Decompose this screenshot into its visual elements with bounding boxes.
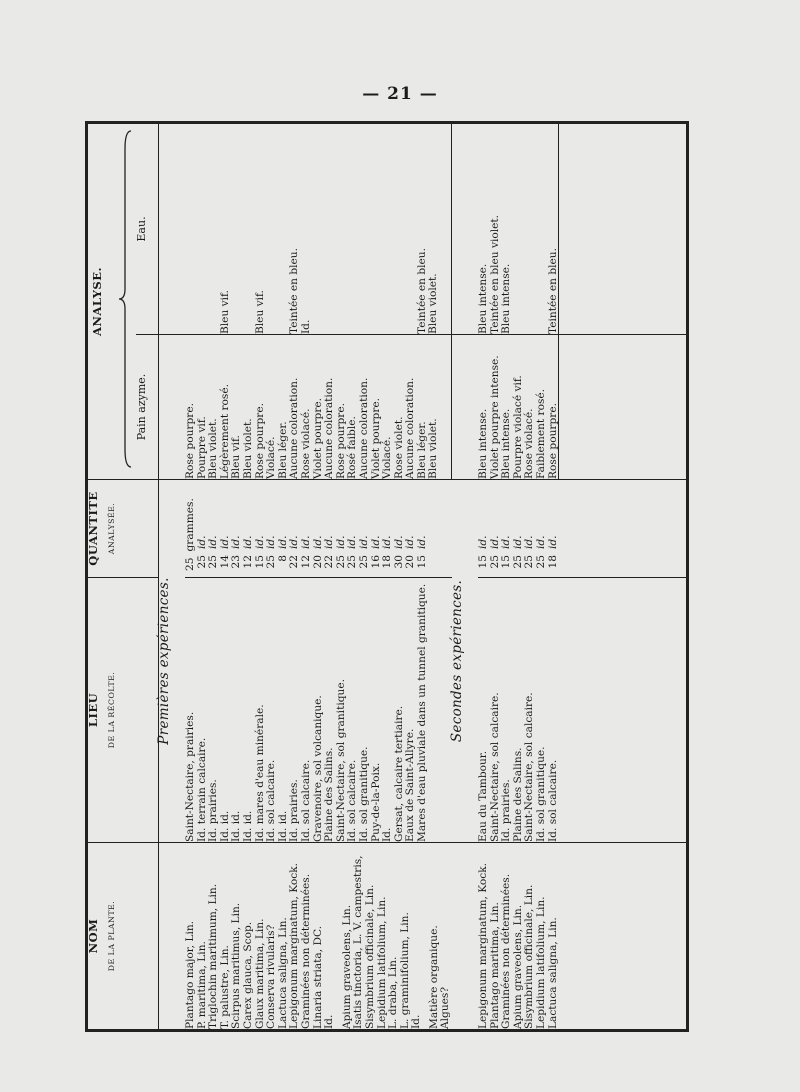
filler-cell — [559, 335, 687, 480]
quantity-unit: id. — [404, 535, 417, 549]
quantity-value: 15 — [253, 555, 266, 569]
list-item: Sisymbrium officinale, Lin. — [363, 884, 376, 1029]
list-item: Lactuca saligna, Lin. — [546, 917, 559, 1029]
list-item: Pourpre vif. — [195, 416, 208, 479]
quantity-unit: id. — [511, 535, 524, 549]
list-item: P. maritima, Lin. — [195, 941, 208, 1029]
quantity-unit: id. — [415, 535, 428, 549]
list-item: Graminées non déterminées. — [299, 873, 312, 1029]
quantity-unit: id. — [369, 535, 382, 549]
quantity-value: 22 — [288, 555, 301, 569]
list-item: Bleu violet. — [427, 273, 440, 334]
column-rule — [451, 335, 452, 479]
list-item — [185, 124, 197, 334]
list-item — [359, 480, 371, 577]
quantity-value: 25 — [523, 555, 536, 569]
list-item: Teintée en bleu violet. — [488, 214, 501, 334]
section-body-row — [185, 123, 452, 1031]
filler-cell — [559, 480, 687, 578]
section-title: Secondes expériences. — [449, 579, 466, 743]
header-nom: NOM DE LA PLANTE. — [87, 843, 159, 1031]
list-item: Teintée en bleu. — [546, 248, 559, 334]
list-item: Bleu vif. — [218, 290, 231, 334]
list-item: Apium graveolens, Lin. — [511, 904, 524, 1029]
list-item: Lepidium latifolium, Lin. — [535, 896, 548, 1029]
list-item: Violacé. — [381, 436, 394, 479]
header-quantite: QUANTITÉ ANALYSÉE. — [87, 480, 159, 578]
list-item — [266, 124, 278, 334]
plants-column — [185, 843, 452, 1031]
list-item: T. palustre, Lin. — [218, 945, 231, 1029]
list-item: Lactuca saligna, Lin. — [276, 917, 289, 1029]
section-title-spacer — [159, 123, 186, 335]
brace-icon — [118, 129, 132, 469]
list-item: Matière organique. — [427, 925, 440, 1029]
list-item: Aucune coloration. — [404, 377, 417, 479]
filler-row — [559, 123, 687, 1031]
quantity-value: 25 — [265, 555, 278, 569]
list-item — [266, 480, 278, 577]
quantity-unit: id. — [334, 535, 347, 549]
list-item: Id. sol calcaire. — [546, 759, 559, 842]
list-item: Gersat, calcaire tertiaire. — [392, 705, 405, 842]
filler-cell — [559, 578, 687, 843]
section-title-row — [452, 123, 478, 1031]
quantity-unit: id. — [207, 535, 220, 549]
list-item: Bleu vif. — [253, 290, 266, 334]
quantity-unit: id. — [488, 535, 501, 549]
list-item: Rose violet. — [392, 416, 405, 479]
list-item: Id. id. — [241, 810, 254, 842]
list-item: Violacé. — [265, 436, 278, 479]
header-analyse: ANALYSE. — [87, 123, 137, 480]
list-item: Saint-Nectaire, sol calcaire. — [523, 692, 536, 842]
list-item: L. graminifolium, Lin. — [398, 912, 411, 1029]
list-item — [382, 124, 394, 334]
quantities-column — [185, 480, 452, 578]
list-item — [382, 480, 394, 577]
section-title-spacer — [452, 123, 478, 335]
list-item: Id. id. — [276, 810, 289, 842]
eau-column — [478, 123, 559, 335]
quantity-value: 25 — [334, 555, 347, 569]
quantity-value: 15 — [477, 555, 490, 569]
list-item: Rosé faible. — [346, 416, 359, 479]
list-item: Plantago major, Lin. — [184, 920, 196, 1029]
list-item: Lepidium latifolium, Lin. — [375, 896, 388, 1029]
list-item — [324, 124, 336, 334]
list-item: Rose violacé. — [299, 408, 312, 479]
section-body-row — [478, 123, 559, 1031]
quantity-value: 20 — [311, 555, 324, 569]
lieux-column — [185, 578, 452, 843]
filler-cell — [559, 123, 687, 335]
analysis-table — [85, 121, 689, 1032]
list-item: Bleu intense. — [500, 263, 513, 334]
list-item: Lepigonum marginatum, Kock. — [477, 862, 490, 1029]
list-item — [478, 480, 490, 577]
column-rule — [558, 124, 559, 334]
list-item: Bleu léger. — [415, 421, 428, 479]
quantity-unit: id. — [346, 535, 359, 549]
quantity-value: 12 — [241, 555, 254, 569]
quantity-unit: id. — [381, 535, 394, 549]
quantity-value: 25 — [511, 555, 524, 569]
list-item: Gravenoire, sol volcanique. — [311, 695, 324, 842]
list-item: Id. — [410, 1014, 423, 1029]
list-item: Bleu violet. — [207, 418, 220, 479]
quantity-value: 25 — [207, 555, 220, 569]
quantity-value: 15 — [415, 555, 428, 569]
list-item: Id. terrain calcaire. — [195, 737, 208, 842]
list-item: Violet pourpre. — [369, 397, 382, 479]
list-item — [359, 124, 371, 334]
list-item: Carex glauca, Scop. — [241, 921, 254, 1029]
quantity-value: 14 — [218, 555, 231, 569]
quantity-unit: id. — [299, 535, 312, 549]
list-item — [313, 124, 325, 334]
section-title-spacer — [452, 843, 478, 1031]
list-item: Id. sol calcaire. — [346, 759, 359, 842]
list-item: Bleu intense. — [477, 408, 490, 479]
list-item: Bleu intense. — [500, 408, 513, 479]
list-item: Graminées non déterminées. — [500, 873, 513, 1029]
section-title-spacer — [452, 335, 478, 480]
list-item: Aucune coloration. — [323, 377, 336, 479]
list-item: Id. prairies. — [207, 779, 220, 842]
quantity-value: 20 — [404, 555, 417, 569]
list-item: Puy-de-la-Poix. — [369, 762, 382, 842]
list-item: Eaux de Saint-Allyre. — [404, 728, 417, 842]
quantity-value: 18 — [546, 555, 559, 569]
section-title-spacer — [159, 335, 186, 480]
pain-column — [478, 335, 559, 480]
quantity-unit: id. — [265, 535, 278, 549]
list-item: Rose pourpre. — [546, 403, 559, 479]
list-item — [301, 480, 313, 577]
header-pain: Pain azyme. — [136, 335, 159, 480]
list-item: Apium graveolens, Lin. — [340, 904, 353, 1029]
list-item: Id. id. — [230, 810, 243, 842]
list-item — [524, 124, 536, 334]
list-item: Bleu léger. — [276, 421, 289, 479]
section-title-spacer — [159, 843, 186, 1031]
list-item: Id. — [299, 319, 312, 334]
quantity-unit: id. — [500, 535, 513, 549]
page-number: — 21 — — [362, 84, 438, 104]
quantity-value: 23 — [230, 555, 243, 569]
list-item: Saint-Nectaire, prairies. — [184, 711, 196, 842]
quantity-value: 25 — [184, 557, 196, 571]
list-item — [231, 124, 243, 334]
list-item: Id. sol calcaire. — [299, 759, 312, 842]
header-eau: Eau. — [136, 123, 159, 335]
list-item: Violet pourpre. — [311, 397, 324, 479]
quantity-value: 12 — [299, 555, 312, 569]
list-item: Id. sol granitique. — [535, 746, 548, 842]
list-item — [185, 480, 197, 577]
list-item — [197, 124, 209, 334]
list-item — [336, 124, 348, 334]
list-item — [536, 124, 548, 334]
quantity-unit: id. — [323, 535, 336, 549]
filler-cell — [559, 843, 687, 1031]
list-item: Triglochin maritimum, Lin. — [207, 883, 220, 1029]
list-item: Bleu violet. — [427, 418, 440, 479]
table-body — [156, 123, 688, 1031]
list-item: Id. id. — [218, 810, 231, 842]
quantity-unit: id. — [288, 535, 301, 549]
list-item — [371, 124, 383, 334]
quantity-unit: id. — [241, 535, 254, 549]
quantity-value: 25 — [535, 555, 548, 569]
list-item: Id. mares d'eau minérale. — [253, 704, 266, 842]
list-item: Id. prairies. — [288, 779, 301, 842]
quantity-value: 25 — [346, 555, 359, 569]
list-item — [513, 124, 525, 334]
quantities-column — [478, 480, 559, 578]
list-item: Scirpus maritimus, Lin. — [230, 902, 243, 1029]
list-item: Rose pourpre. — [253, 403, 266, 479]
quantity-unit: id. — [535, 535, 548, 549]
list-item: Rose pourpre. — [334, 403, 347, 479]
list-item: Id. sol granitique. — [357, 746, 370, 842]
quantity-unit: id. — [253, 535, 266, 549]
quantity-value: 18 — [381, 555, 394, 569]
list-item: Glaux maritima, Lin. — [253, 918, 266, 1029]
section-title-row — [159, 123, 186, 1031]
eau-column — [185, 123, 452, 335]
list-item: Saint-Nectaire, sol granitique. — [334, 679, 347, 842]
list-item: L. draba, Lin. — [387, 956, 400, 1029]
list-item: Bleu violet. — [241, 418, 254, 479]
list-item: Plaine des Salins. — [323, 747, 336, 842]
quantity-unit: id. — [477, 535, 490, 549]
list-item — [243, 480, 255, 577]
list-item: Conserva rivularis? — [265, 924, 278, 1029]
list-item: Légèrement rosé. — [218, 384, 231, 479]
list-item: Teintée en bleu. — [415, 248, 428, 334]
list-item: Lepigonum marginatum, Kock. — [288, 862, 301, 1029]
quantity-unit: id. — [311, 535, 324, 549]
list-item — [347, 124, 359, 334]
quantity-unit: id. — [218, 535, 231, 549]
list-item — [417, 480, 429, 577]
quantity-value: 16 — [369, 555, 382, 569]
list-item: Teintée en bleu. — [288, 248, 301, 334]
list-item: Id. prairies. — [500, 779, 513, 842]
list-item: Isatis tinctoria, L. V. campestris, — [352, 855, 365, 1029]
column-rule — [558, 335, 559, 479]
quantity-unit: id. — [230, 535, 243, 549]
list-item: Eau du Tambour. — [477, 750, 490, 842]
pain-column — [185, 335, 452, 480]
column-rule — [451, 124, 452, 334]
list-item: Id. — [381, 827, 394, 842]
header-lieu: LIEU DE LA RÉCOLTE. — [87, 578, 159, 843]
list-item: Pourpre violacé vif. — [511, 375, 524, 479]
list-item: Rose violacé. — [523, 408, 536, 479]
list-item: Plantago maritima, Lin. — [488, 902, 501, 1029]
quantity-unit: grammes. — [184, 498, 196, 552]
quantity-value: 25 — [488, 555, 501, 569]
quantity-value: 25 — [357, 555, 370, 569]
list-item — [548, 480, 560, 577]
list-item: Id. sol calcaire. — [265, 759, 278, 842]
list-item: Rose pourpre. — [184, 403, 196, 479]
list-item — [324, 480, 336, 577]
list-item: Mares d'eau pluviale dans un tunnel granitique. — [415, 583, 428, 842]
list-item: Sisymbrium officinale, Lin. — [523, 884, 536, 1029]
list-item: Saint-Nectaire, sol calcaire. — [488, 692, 501, 842]
quantity-value: 15 — [500, 555, 513, 569]
list-item: Aucune coloration. — [357, 377, 370, 479]
list-item: Bleu vif. — [230, 435, 243, 479]
quantity-unit: id. — [523, 535, 536, 549]
list-item — [394, 124, 406, 334]
list-item: Id. — [323, 1014, 336, 1029]
quantity-unit: id. — [357, 535, 370, 549]
list-item — [536, 480, 548, 577]
quantity-value: 8 — [276, 555, 289, 562]
quantity-unit: id. — [276, 535, 289, 549]
quantity-value: 25 — [195, 555, 208, 569]
quantity-unit: id. — [392, 535, 405, 549]
list-item: Linaria striata, DC. — [311, 925, 324, 1029]
list-item: Bleu intense. — [477, 263, 490, 334]
list-item: Plaine des Salins. — [511, 747, 524, 842]
quantity-unit: id. — [195, 535, 208, 549]
plants-column — [478, 843, 559, 1031]
quantity-value: 22 — [323, 555, 336, 569]
rotated-table-container — [85, 124, 689, 1032]
list-item — [243, 124, 255, 334]
quantity-unit: id. — [546, 535, 559, 549]
quantity-value: 30 — [392, 555, 405, 569]
list-item: Violet pourpre intense. — [488, 355, 501, 479]
list-item: Aucune coloration. — [288, 377, 301, 479]
list-item: Algues? — [439, 986, 452, 1029]
list-item: Faiblement rosé. — [535, 388, 548, 479]
section-title: Premières expériences. — [156, 577, 172, 745]
lieux-column — [478, 578, 559, 843]
